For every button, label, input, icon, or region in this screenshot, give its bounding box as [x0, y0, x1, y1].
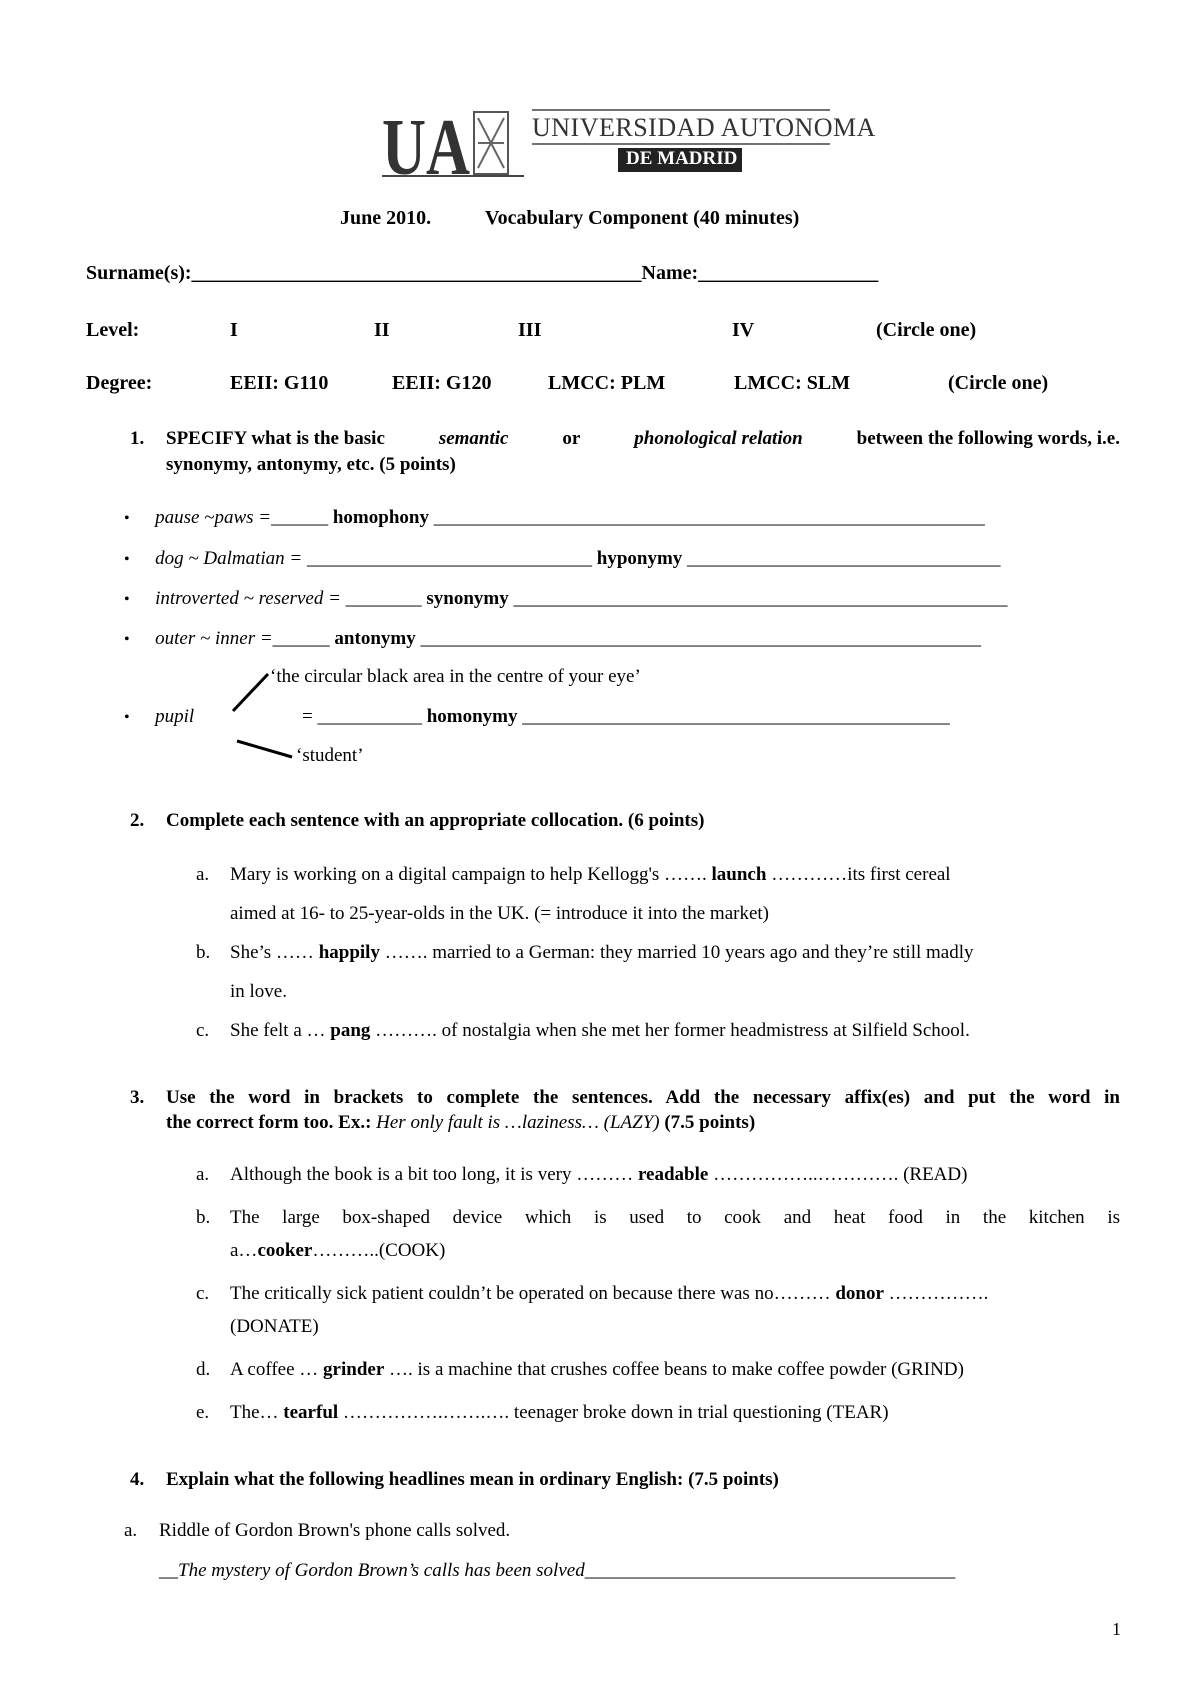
- bullet-icon: •: [124, 551, 130, 568]
- answer-text: synonymy: [426, 588, 509, 609]
- bullet-icon: •: [124, 631, 130, 648]
- degree-option-1[interactable]: EEII: G110: [230, 372, 329, 394]
- sentence-pre: She’s ……: [230, 942, 314, 963]
- sentence-pre: A coffee …: [230, 1359, 319, 1380]
- answer-text[interactable]: launch: [711, 864, 767, 885]
- q3-title-line2-text: the correct form too. Ex.:: [166, 1112, 372, 1133]
- item-letter: a.: [196, 864, 210, 885]
- answer-text[interactable]: happily: [318, 942, 380, 963]
- answer-text[interactable]: cooker: [257, 1240, 313, 1261]
- name-field[interactable]: __________________: [698, 262, 879, 284]
- sentence-post: ………..(COOK): [312, 1240, 446, 1261]
- level-option-3[interactable]: III: [518, 319, 542, 341]
- sentence-pre: Mary is working on a digital campaign to help Kellogg's …….: [230, 864, 707, 885]
- q4-title: [166, 1469, 779, 1491]
- q4-number: 4.: [130, 1469, 145, 1490]
- headline-answer-row: [159, 1560, 955, 1582]
- q3-example: Her only fault is …laziness… (LAZY): [376, 1112, 660, 1133]
- answer-text: hyponymy: [596, 548, 683, 569]
- degree-option-3[interactable]: LMCC: PLM: [548, 372, 666, 394]
- q1-text-or: or: [562, 428, 581, 449]
- svg-text:UA: UA: [382, 108, 471, 178]
- q3b-line2: [230, 1240, 445, 1262]
- degree-option-4[interactable]: LMCC: SLM: [734, 372, 851, 394]
- pupil-answer-row: [302, 706, 950, 728]
- university-logo: [382, 108, 876, 178]
- sentence-pre: The critically sick patient couldn’t be operated on because there was no………: [230, 1283, 831, 1304]
- word-pair: outer ~ inner =: [155, 628, 273, 649]
- degree-label: Degree:: [86, 372, 153, 394]
- q3-points: (7.5 points): [664, 1112, 756, 1133]
- list-item: [196, 1283, 209, 1305]
- level-option-4[interactable]: IV: [732, 319, 755, 341]
- q1-text-b: between the following words, i.e.: [856, 428, 1120, 449]
- answer-blank[interactable]: ______: [272, 628, 330, 649]
- explanation-blank[interactable]: _________________________________: [687, 548, 1001, 569]
- q3-title-line2: [166, 1112, 755, 1134]
- word-pair: pause ~paws =: [155, 507, 272, 528]
- answer-text[interactable]: donor: [835, 1283, 884, 1304]
- answer-text[interactable]: tearful: [283, 1402, 339, 1423]
- q1-text-phonological: phonological relation: [634, 428, 803, 449]
- item-letter: e.: [196, 1402, 210, 1423]
- answer-text: antonymy: [334, 628, 416, 649]
- list-item: [196, 1402, 209, 1424]
- word-pair: dog ~ Dalmatian =: [155, 548, 303, 569]
- item-letter: c.: [196, 1020, 210, 1041]
- list-item: [124, 507, 985, 529]
- answer-suffix: _______________________________________: [584, 1560, 956, 1581]
- answer-text: homonymy: [426, 706, 518, 727]
- headline-text: Riddle of Gordon Brown's phone calls solved.: [159, 1520, 511, 1541]
- q3d-line1: [230, 1359, 964, 1381]
- explanation-blank[interactable]: ____________________________________________________: [513, 588, 1008, 609]
- surname-field[interactable]: _____________________________________________: [191, 262, 642, 284]
- sentence-post: ……. married to a German: they married 10 years ago and they’re still madly: [384, 942, 974, 963]
- list-item: [196, 1359, 210, 1381]
- sentence-pre: a…: [230, 1240, 258, 1261]
- sentence-post: ………. of nostalgia when she met her former headmistress at Silfield School.: [375, 1020, 970, 1041]
- answer-blank[interactable]: ________: [345, 588, 422, 609]
- q3-number: 3.: [130, 1087, 145, 1108]
- sentence-pre: Although the book is a bit too long, it is very ………: [230, 1164, 634, 1185]
- answer-text[interactable]: readable: [637, 1164, 709, 1185]
- surname-row: [86, 262, 878, 285]
- list-item: [124, 628, 981, 650]
- list-item: [196, 1020, 209, 1042]
- q1-text-semantic: semantic: [438, 428, 509, 449]
- q3c-line2: (DONATE): [230, 1316, 319, 1337]
- equals-sign: =: [302, 706, 313, 727]
- explanation-blank[interactable]: __________________________________________________________: [433, 507, 985, 528]
- sentence-post: …………….…….…. teenager broke down in trial questioning (TEAR): [342, 1402, 889, 1423]
- item-letter: a.: [124, 1520, 138, 1541]
- pupil-sense-1: ‘the circular black area in the centre of your eye’: [270, 666, 641, 687]
- explanation-blank[interactable]: ___________________________________________________________: [420, 628, 981, 649]
- bullet-icon: •: [124, 591, 130, 608]
- list-item: [196, 1207, 210, 1229]
- q2a-line2: aimed at 16- to 25-year-olds in the UK. (= introduce it into the market): [230, 903, 770, 924]
- q2a-line1: [230, 864, 951, 886]
- degree-note: (Circle one): [948, 372, 1049, 394]
- q3e-line1: [230, 1402, 889, 1424]
- q1-number: 1.: [130, 428, 145, 449]
- sentence-post: …. is a machine that crushes coffee beans to make coffee powder (GRIND): [389, 1359, 964, 1380]
- answer-text: homophony: [332, 507, 429, 528]
- answer-blank[interactable]: ______: [271, 507, 329, 528]
- level-label: Level:: [86, 319, 140, 341]
- item-letter: a.: [196, 1164, 210, 1185]
- level-note: (Circle one): [876, 319, 977, 341]
- degree-option-2[interactable]: EEII: G120: [392, 372, 492, 394]
- q2-number: 2.: [130, 810, 145, 831]
- list-item: [124, 548, 1001, 570]
- exam-date: June 2010.: [340, 207, 432, 229]
- q3c-line1: [230, 1283, 988, 1305]
- list-item: [196, 864, 209, 886]
- explanation-blank[interactable]: _____________________________________________: [522, 706, 950, 727]
- answer-text[interactable]: pang: [330, 1020, 371, 1041]
- sentence-post: ……………..…………. (READ): [713, 1164, 968, 1185]
- q1-instruction-line2: synonymy, antonymy, etc. (5 points): [166, 454, 456, 475]
- q1-instruction: [166, 428, 1120, 450]
- bullet-icon: •: [124, 709, 130, 726]
- q3-title-line1: Use the word in brackets to complete the sentences. Add the necessary affix(es) and put the word in: [166, 1087, 1120, 1108]
- pupil-sense-2: ‘student’: [296, 745, 364, 766]
- word-pair: introverted ~ reserved =: [155, 588, 341, 609]
- word-pupil: pupil: [155, 706, 195, 727]
- q1-text-a: SPECIFY what is the basic: [166, 428, 385, 449]
- list-item: [124, 1520, 137, 1542]
- exam-title: Vocabulary Component (40 minutes): [485, 207, 800, 229]
- page-number: 1: [1112, 1619, 1121, 1639]
- sentence-pre: The…: [230, 1402, 279, 1423]
- q2b-line2: in love.: [230, 981, 287, 1002]
- sentence-post: …………its first cereal: [771, 864, 951, 885]
- answer-text[interactable]: The mystery of Gordon Brown’s calls has been solved: [178, 1560, 585, 1581]
- logo-name-line1: UNIVERSIDAD AUTONOMA: [532, 113, 876, 142]
- bullet-icon: •: [124, 510, 130, 527]
- list-item: [196, 942, 210, 964]
- answer-prefix: __: [159, 1560, 178, 1581]
- list-item: [196, 1164, 209, 1186]
- name-label: Name:: [641, 262, 699, 284]
- logo-name-line2: DE MADRID: [626, 148, 738, 169]
- q4-points: (7.5 points): [688, 1469, 779, 1490]
- item-letter: b.: [196, 1207, 211, 1228]
- q2-title: Complete each sentence with an appropriate collocation. (6 points): [166, 810, 705, 831]
- sentence-pre: She felt a …: [230, 1020, 326, 1041]
- level-option-1[interactable]: I: [230, 319, 238, 341]
- item-letter: b.: [196, 942, 211, 963]
- item-letter: d.: [196, 1359, 211, 1380]
- surname-label: Surname(s):: [86, 262, 192, 284]
- answer-text[interactable]: grinder: [323, 1359, 385, 1380]
- q3a-line1: [230, 1164, 967, 1186]
- q2c-line1: [230, 1020, 970, 1042]
- sentence-post: …………….: [888, 1283, 989, 1304]
- answer-blank[interactable]: ______________________________: [307, 548, 592, 569]
- answer-blank[interactable]: ___________: [317, 706, 422, 727]
- sense-connector-lines: [228, 668, 298, 764]
- q4-title-text: Explain what the following headlines mean in ordinary English:: [166, 1469, 684, 1490]
- list-item: [124, 588, 1008, 610]
- q3b-line1: The large box-shaped device which is used to cook and heat food in the kitchen is: [230, 1207, 1120, 1228]
- item-letter: c.: [196, 1283, 210, 1304]
- q2b-line1: [230, 942, 974, 964]
- list-item: [124, 706, 194, 728]
- level-option-2[interactable]: II: [374, 319, 390, 341]
